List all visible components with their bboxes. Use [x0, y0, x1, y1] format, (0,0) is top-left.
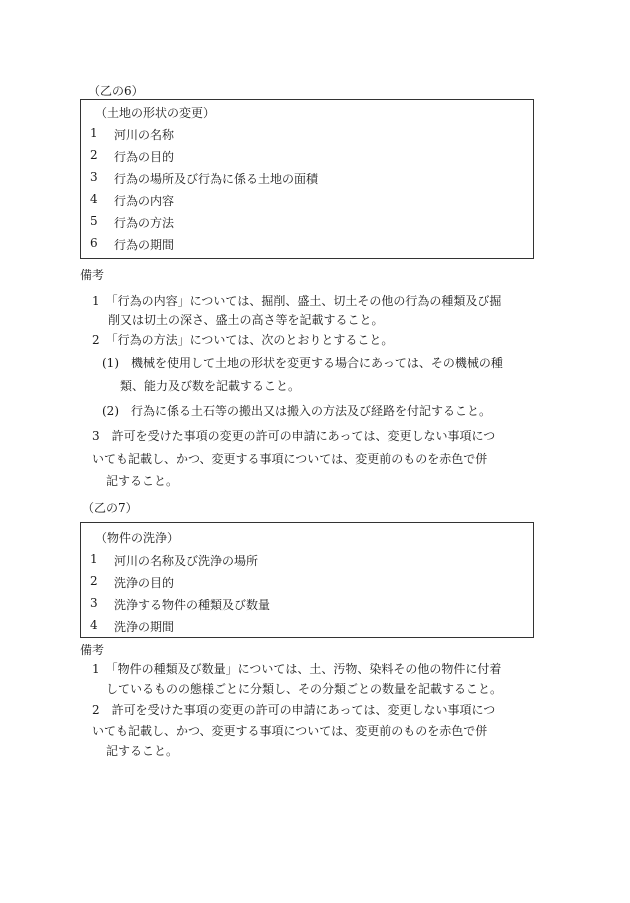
- box-title: （物件の洗浄）: [95, 531, 180, 545]
- item-text: 行為の目的: [114, 150, 175, 164]
- item-number: 2: [90, 574, 98, 588]
- item-number: 1: [90, 552, 98, 566]
- item-text: 洗浄の目的: [114, 576, 175, 590]
- remark-subnote: 類、能力及び数を記載すること。: [120, 379, 301, 393]
- remark-note: 3 許可を受けた事項の変更の許可の申請にあっては、変更しない事項につ: [92, 429, 496, 443]
- item-text: 河川の名称及び洗浄の場所: [114, 554, 259, 568]
- item-text: 行為の期間: [114, 238, 175, 252]
- section-heading: （乙の7）: [82, 501, 138, 515]
- item-number: 5: [90, 214, 98, 228]
- remark-note: いても記載し、かつ、変更する事項については、変更前のものを赤色で併: [92, 724, 488, 738]
- box-title: （土地の形状の変更）: [95, 106, 216, 120]
- item-text: 行為の場所及び行為に係る土地の面積: [114, 172, 319, 186]
- item-number: 6: [90, 236, 98, 250]
- form-item-box: [80, 99, 534, 259]
- section-heading: （乙の6）: [88, 84, 144, 98]
- item-text: 行為の内容: [114, 194, 175, 208]
- remark-note: 1 「行為の内容」については、掘削、盛土、切土その他の行為の種類及び掘: [92, 294, 502, 308]
- item-number: 2: [90, 148, 98, 162]
- remark-note: いても記載し、かつ、変更する事項については、変更前のものを赤色で併: [92, 452, 488, 466]
- item-text: 行為の方法: [114, 216, 175, 230]
- item-number: 3: [90, 170, 98, 184]
- item-text: 洗浄する物件の種類及び数量: [114, 598, 271, 612]
- remark-subnote: (1) 機械を使用して土地の形状を変更する場合にあっては、その機械の種: [102, 356, 503, 370]
- item-text: 河川の名称: [114, 128, 175, 142]
- remark-note: 1 「物件の種類及び数量」については、土、汚物、染料その他の物件に付着: [92, 662, 502, 676]
- remark-note: 削又は切土の深さ、盛土の高さ等を記載すること。: [108, 313, 384, 327]
- remarks-label: 備考: [80, 643, 105, 657]
- item-number: 3: [90, 596, 98, 610]
- remark-note: しているものの態様ごとに分類し、その分類ごとの数量を記載すること。: [106, 682, 503, 696]
- remark-note: 記すること。: [106, 474, 179, 488]
- item-number: 4: [90, 192, 98, 206]
- item-text: 洗浄の期間: [114, 620, 175, 634]
- item-number: 1: [90, 126, 98, 140]
- remark-note: 2 許可を受けた事項の変更の許可の申請にあっては、変更しない事項につ: [92, 703, 496, 717]
- form-item-box: [80, 522, 534, 638]
- item-number: 4: [90, 618, 98, 632]
- remarks-label: 備考: [80, 268, 105, 282]
- remark-note: 2 「行為の方法」については、次のとおりとすること。: [92, 333, 394, 347]
- remark-subnote: (2) 行為に係る土石等の搬出又は搬入の方法及び経路を付記すること。: [102, 404, 492, 418]
- remark-note: 記すること。: [106, 744, 179, 758]
